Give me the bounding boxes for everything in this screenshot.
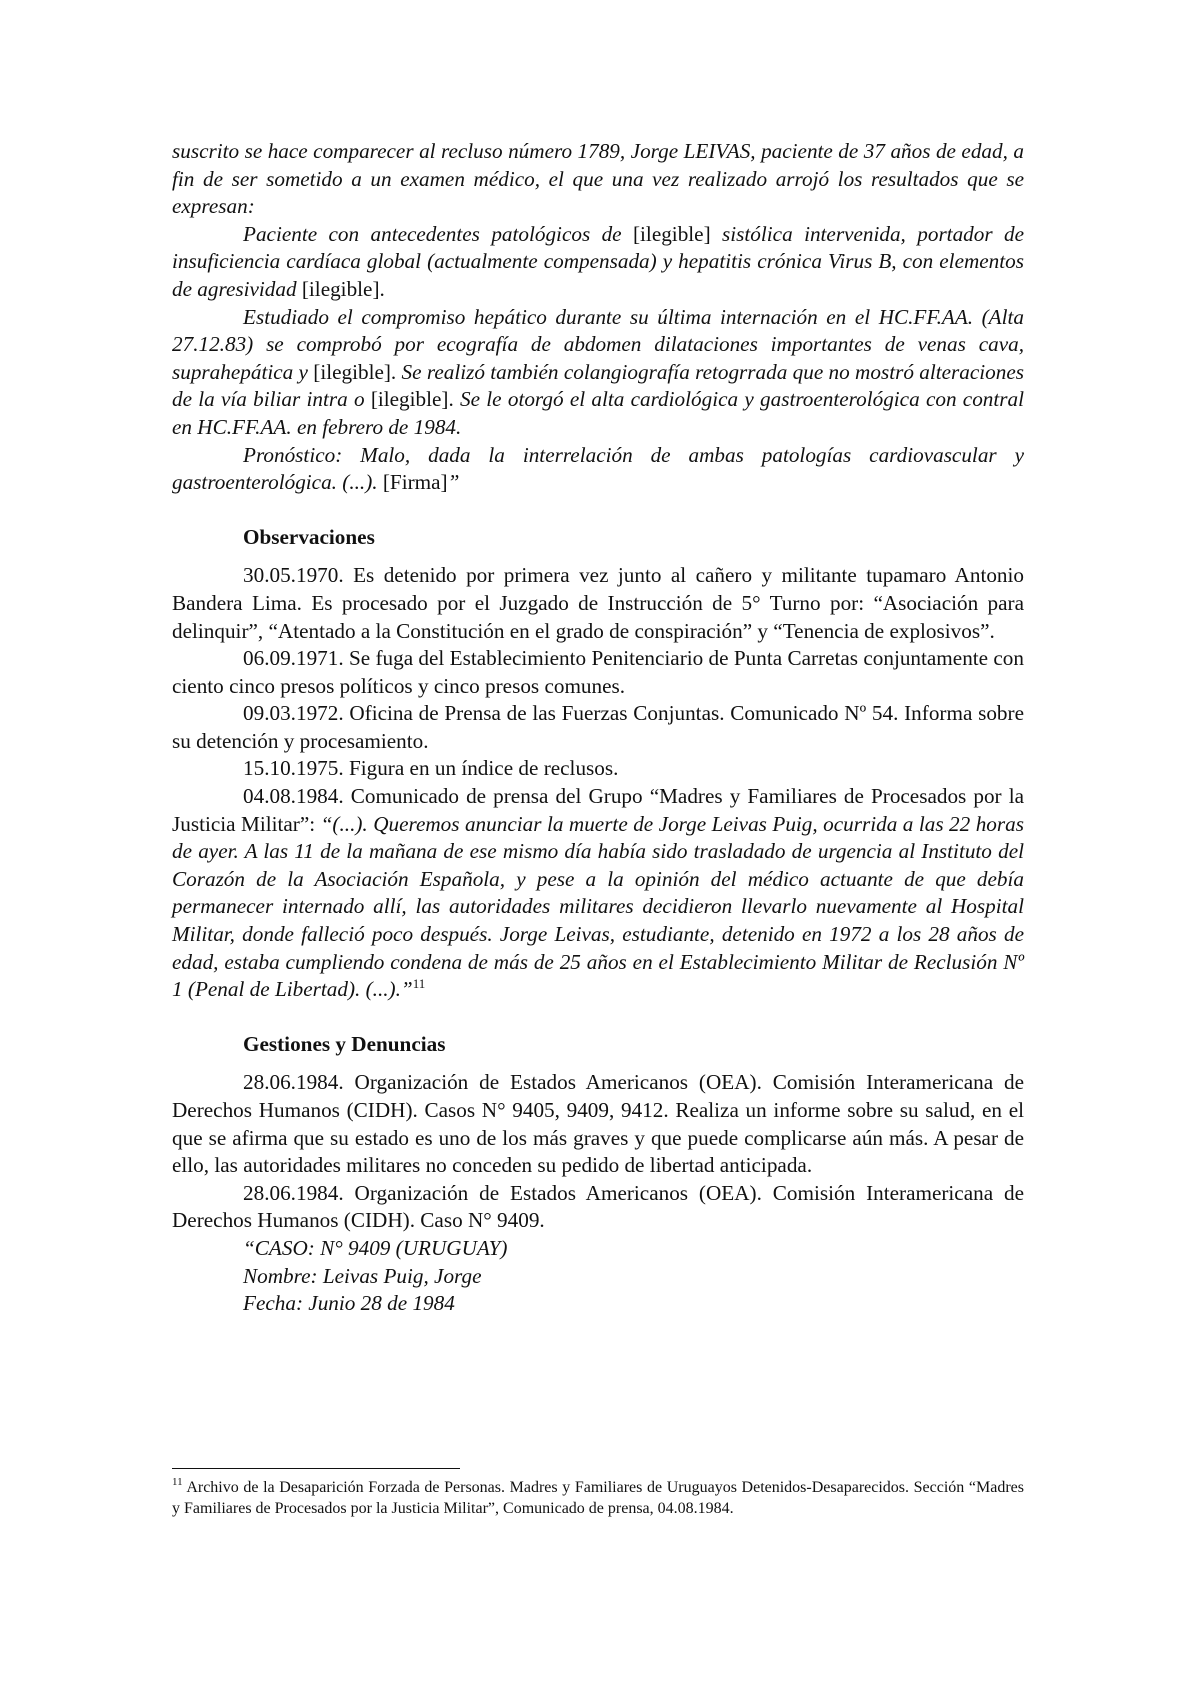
report-paragraph-4: [172, 442, 1024, 497]
gestion-entry: 28.06.1984. Organización de Estados Americanos (OEA). Comisión Interamericana de Derechos Humanos (CIDH). Caso N° 9409.: [172, 1180, 1024, 1233]
report-text: Estudiado el compromiso hepático durante su última internación en el HC.FF.AA. (Alta 27.12.83) se comprobó por ecografía de abdomen dilataciones importantes de venas cava, suprahepática y: [172, 304, 1024, 384]
report-paragraph-3: [172, 304, 1024, 442]
report-text: Pronóstico: Malo, dada la interrelación de ambas patologías cardiovascular y gastroenterológica. (...).: [172, 442, 1024, 495]
footnote: [172, 1478, 1024, 1520]
footnote-number: 11: [172, 1476, 183, 1488]
observation-entry: 09.03.1972. Oficina de Prensa de las Fuerzas Conjuntas. Comunicado Nº 54. Informa sobre su detención y procesamiento.: [172, 701, 1024, 753]
document-page: [172, 138, 1024, 1318]
footnote-divider: [172, 1468, 460, 1469]
report-text: Se le otorgó el alta cardiológica y gastroenterológica con contral en HC.FF.AA. en febrero de 1984.: [172, 387, 1024, 439]
signature-mark: [Firma]: [382, 470, 448, 495]
illegible-mark: [ilegible].: [313, 359, 397, 384]
case-date-line: Fecha: Junio 28 de 1984: [243, 1291, 455, 1316]
illegible-mark: [ilegible]: [632, 221, 711, 246]
footnote-reference[interactable]: 11: [412, 976, 426, 992]
gestion-entry: 28.06.1984. Organización de Estados Americanos (OEA). Comisión Interamericana de Derechos Humanos (CIDH). Casos N° 9405, 9409, 9412. Realiza un informe sobre su salud, en el que se afirma que su estado es uno de los más graves y que puede complicarse aún más. A pesar de ello, las autoridades militares no conceden su pedido de libertad anticipada.: [172, 1070, 1024, 1178]
quoted-communique: “(...). Queremos anunciar la muerte de Jorge Leivas Puig, ocurrida a las 22 horas de ayer. A las 11 de la mañana de ese mismo día había sido trasladado de urgencia al Instituto del Corazón de la Asociación Española, y pese a la opinión del médico actuante de que debía permanecer internado allí, las autoridades militares decidieron llevarlo nuevamente al Hospital Militar, donde falleció poco después. Jorge Leivas, estudiante, detenido en 1972 a los 28 años de edad, estaba cumpliendo condena de más de 25 años en el Establecimiento Militar de Reclusión Nº 1 (Penal de Libertad). (...).”: [172, 811, 1024, 1002]
observation-entry: 15.10.1975. Figura en un índice de reclusos.: [243, 756, 619, 781]
report-text: sistólica intervenida, portador de insuficiencia cardíaca global (actualmente compensada) y hepatitis crónica Virus B, con elementos de agresividad: [172, 221, 1024, 301]
illegible-mark: [ilegible].: [370, 387, 454, 412]
report-text: Se realizó también colangiografía retogrrada que no mostró alteraciones de la vía biliar intra o: [172, 359, 1024, 412]
case-name-line: Nombre: Leivas Puig, Jorge: [243, 1263, 482, 1288]
closing-quote: ”: [447, 470, 460, 495]
observation-entry: 06.09.1971. Se fuga del Establecimiento Penitenciario de Punta Carretas conjuntamente con ciento cinco presos políticos y cinco presos comunes.: [172, 646, 1024, 698]
section-heading-observaciones: Observaciones: [243, 524, 375, 549]
footnote-text: Archivo de la Desaparición Forzada de Personas. Madres y Familiares de Uruguayos Detenidos-Desaparecidos. Sección “Madres y Familiares de Procesados por la Justicia Militar”, Comunicado de prensa, 04.08.1984.: [172, 1479, 1024, 1517]
report-paragraph-2: [172, 221, 1024, 304]
observation-entry: 30.05.1970. Es detenido por primera vez junto al cañero y militante tupamaro Antonio Bandera Lima. Es procesado por el Juzgado de Instrucción de 5° Turno por: “Asociación para delinquir”, “Atentado a la Constitución en el grado de conspiración” y “Tenencia de explosivos”.: [172, 563, 1024, 643]
entry-text: 04.08.1984. Comunicado de prensa del Grupo “Madres y Familiares de Procesados por la Justicia Militar”:: [172, 784, 1024, 836]
illegible-mark: [ilegible].: [301, 276, 385, 301]
observation-entry: [172, 783, 1024, 1004]
report-text: Paciente con antecedentes patológicos de: [243, 221, 633, 246]
section-heading-gestiones: Gestiones y Denuncias: [243, 1031, 446, 1056]
case-line: “CASO: N° 9409 (URUGUAY): [243, 1235, 508, 1260]
report-paragraph-1: suscrito se hace comparecer al recluso número 1789, Jorge LEIVAS, paciente de 37 años de edad, a fin de ser sometido a un examen médico, el que una vez realizado arrojó los resultados que se expresan:: [172, 139, 1024, 219]
